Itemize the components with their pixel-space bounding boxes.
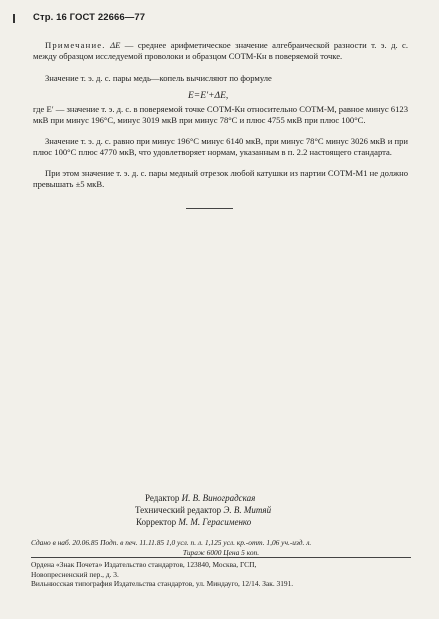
editor-name: И. В. Виноградская bbox=[181, 493, 256, 503]
value-paragraph bbox=[33, 136, 408, 157]
publisher-address: Новопресненский пер., д. 3. bbox=[31, 569, 119, 579]
corrector-label: Корректор bbox=[136, 517, 177, 527]
editor-line bbox=[135, 492, 271, 504]
corrector-name: М. М. Герасименко bbox=[178, 517, 252, 527]
printer-line: Вильнюсская типография Издательства стандартов, ул. Миндауго, 12/14. Зак. 3191. bbox=[31, 579, 294, 588]
tech-editor-name: Э. В. Митяй bbox=[223, 505, 272, 515]
page-header: Стр. 16 ГОСТ 22666—77 bbox=[33, 12, 146, 23]
imprint-divider bbox=[31, 557, 411, 558]
publisher-line: Ордена «Знак Почета» Издательство стандартов, 123840, Москва, ГСП, bbox=[31, 560, 257, 569]
formula-definition-text: где E′ — значение т. э. д. с. в поверяемой точке СОТМ-Кн относительно СОТМ-М, равное минус 6123 мкВ при минус 196°С, минус 3019 мкВ при минус 78°С и плюс 4755 мкВ при плюс 100°С. bbox=[33, 104, 408, 125]
credits-block bbox=[135, 492, 271, 528]
imprint-print-details: Сдано в наб. 20.06.85 Подп. в печ. 11.11.85 1,0 усл. п. л. 1,125 усл. кр.-отт. 1,06 уч.-изд. л. bbox=[31, 538, 312, 547]
note-paragraph bbox=[33, 40, 408, 61]
section-divider bbox=[186, 208, 233, 209]
formula-intro-text: Значение т. э. д. с. пары медь—копель вычисляют по формуле bbox=[45, 73, 272, 83]
note-text: — среднее арифметическое значение алгебраической разности т. э. д. с. между образцом исследуемой проволоки и образцом СОТМ-Кн в поверяемой точке. bbox=[33, 40, 408, 61]
limit-paragraph bbox=[33, 168, 408, 189]
formula-definition-paragraph bbox=[33, 104, 408, 125]
note-label: Примечание. bbox=[45, 40, 106, 50]
margin-mark bbox=[13, 14, 15, 23]
formula: E=E′+ΔE, bbox=[188, 91, 229, 101]
limit-text: При этом значение т. э. д. с. пары медный отрезок любой катушки из партии СОТМ-М1 не должно превышать ±5 мкВ. bbox=[33, 168, 408, 189]
value-text: Значение т. э. д. с. равно при минус 196°С минус 6140 мкВ, при минус 78°С минус 3026 мкВ и при плюс 100°С плюс 4770 мкВ, что удовлетворяет нормам, указанным в п. 2.2 настоящего стандарта. bbox=[33, 136, 408, 157]
note-symbol: ΔE bbox=[110, 40, 121, 50]
corrector-line bbox=[135, 516, 271, 528]
editor-label: Редактор bbox=[145, 493, 180, 503]
imprint-block bbox=[31, 538, 411, 557]
publisher-block bbox=[31, 560, 411, 589]
tech-editor-label: Технический редактор bbox=[135, 505, 222, 515]
formula-intro-paragraph bbox=[33, 73, 408, 84]
tech-editor-line bbox=[135, 504, 271, 516]
imprint-circulation: Тираж 6000 Цена 5 коп. bbox=[182, 547, 260, 557]
